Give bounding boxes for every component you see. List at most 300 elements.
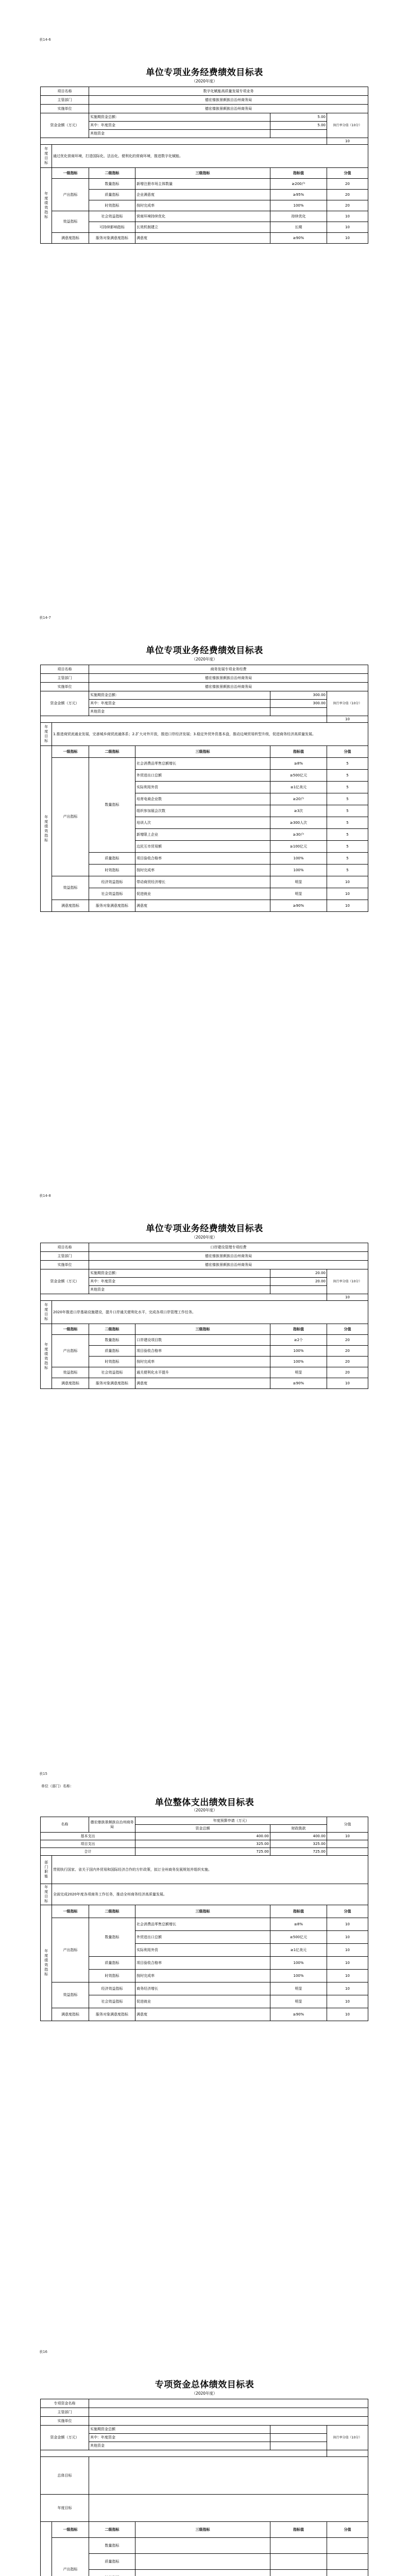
budget-header: 资金总额 xyxy=(135,1825,270,1833)
page-title: 单位专项业务经费绩效目标表 xyxy=(146,646,263,656)
goal-text xyxy=(89,2457,368,2495)
score-row xyxy=(41,716,368,723)
dept-value: 德宏傣族景颇族自治州商务局 xyxy=(89,674,368,683)
project-name-row xyxy=(41,665,368,674)
column-header: 指标值 xyxy=(270,1324,327,1335)
fund-row xyxy=(41,700,368,708)
level1-indicator: 效益指标 xyxy=(52,211,89,233)
page-year: （2020年度） xyxy=(192,2391,217,2396)
goal-label: 年度目标 xyxy=(41,1301,52,1324)
indicator-score: 10 xyxy=(327,900,368,912)
spacer-cell xyxy=(327,1848,368,1856)
fund-row xyxy=(41,2442,368,2450)
indicator-value: ≥8% xyxy=(270,1918,327,1931)
column-header: 一级指标 xyxy=(52,746,89,758)
page-3 xyxy=(0,1156,409,1734)
indicator-score: 10 xyxy=(327,1957,368,1970)
fund-other-value xyxy=(270,2442,327,2450)
impl-row xyxy=(41,1261,368,1269)
indicator-score: 20 xyxy=(327,1346,368,1357)
indicator-value: 长期 xyxy=(270,222,327,233)
fund-year-value: 20.00 xyxy=(270,1278,327,1286)
level3-indicator: 实际利用外资 xyxy=(135,782,270,793)
indicator-row xyxy=(41,1995,368,2008)
impl-label: 实施单位 xyxy=(41,1261,89,1269)
fund-type: 项目支出 xyxy=(41,1840,135,1848)
level3-indicator: 企业满意度 xyxy=(135,190,270,200)
fund-fiscal: 325.00 xyxy=(270,1840,327,1848)
column-header: 一级指标 xyxy=(52,168,89,179)
project-name-label: 专项资金名称 xyxy=(41,2399,89,2408)
page-title: 单位专项业务经费绩效目标表 xyxy=(146,67,263,78)
indicator-row xyxy=(41,2554,368,2570)
level2-indicator: 数量指标 xyxy=(89,2538,135,2554)
fund-label: 资金金额（万元） xyxy=(41,1269,89,1294)
level3-indicator: 培训人次 xyxy=(135,817,270,829)
level3-indicator: 通关便利化水平提升 xyxy=(135,1367,270,1378)
impl-label: 实施单位 xyxy=(41,683,89,691)
goal-row xyxy=(41,145,368,168)
project-name-label: 项目名称 xyxy=(41,87,89,96)
indicator-row xyxy=(41,2538,368,2554)
indicator-value xyxy=(270,2538,327,2554)
level3-indicator: 按时完成率 xyxy=(135,200,270,211)
score-value: 10 xyxy=(327,716,368,723)
level2-indicator: 社会效益指标 xyxy=(89,1367,135,1378)
fund-row xyxy=(41,122,368,130)
fund-row xyxy=(41,1278,368,1286)
indicator-score xyxy=(327,2570,368,2576)
fund-other-value xyxy=(270,130,327,138)
fund-year-value: 300.00 xyxy=(270,700,327,708)
indicator-value: ≥500亿元 xyxy=(270,1931,327,1944)
indicator-row xyxy=(41,900,368,912)
indicator-value: 100% xyxy=(270,1970,327,1982)
impl-row xyxy=(41,2417,368,2426)
level2-indicator: 质量指标 xyxy=(89,1957,135,1970)
page-4 xyxy=(0,1734,409,2312)
header-row xyxy=(41,2522,368,2538)
fund-fiscal: 725.00 xyxy=(270,1848,327,1856)
level3-indicator: 满意度 xyxy=(135,1378,270,1389)
indicator-score: 5 xyxy=(327,782,368,793)
indicator-value: ≥90% xyxy=(270,2008,327,2021)
score-value: 10 xyxy=(327,138,368,145)
level1-indicator: 满意度指标 xyxy=(52,900,89,912)
level3-indicator: 培育电商企业数 xyxy=(135,793,270,805)
project-name-label: 项目名称 xyxy=(41,1243,89,1252)
indicator-value: 100% xyxy=(270,200,327,211)
level2-indicator: 质量指标 xyxy=(89,853,135,865)
level3-indicator: 项目验收合格率 xyxy=(135,1346,270,1357)
impl-value xyxy=(89,2417,368,2426)
level2-indicator: 数量指标 xyxy=(89,179,135,190)
indicator-score: 20 xyxy=(327,200,368,211)
indicator-value: ≥100亿元 xyxy=(270,841,327,853)
indicator-row xyxy=(41,233,368,244)
dept-row xyxy=(41,1252,368,1261)
fund-total-label: 实施期资金总额 xyxy=(89,2426,270,2434)
level2-indicator: 数量指标 xyxy=(89,1918,135,1957)
indicator-score: 5 xyxy=(327,805,368,817)
score-label: 执行率分值（10分） xyxy=(327,691,368,716)
goal-row xyxy=(41,1301,368,1324)
level3-indicator: 促进就业 xyxy=(135,1995,270,2008)
dept-value xyxy=(89,2408,368,2417)
indicator-value: ≥2个 xyxy=(270,1335,327,1346)
fund-row xyxy=(41,1848,368,1856)
level3-indicator: 新增注册市场主体数量 xyxy=(135,179,270,190)
page-number: 表15 xyxy=(39,1772,47,1776)
duty-row xyxy=(41,1856,368,1884)
level3-indicator: 组织参加展会次数 xyxy=(135,805,270,817)
indicator-value: ≥8% xyxy=(270,758,327,770)
indicator-row xyxy=(41,1346,368,1357)
fund-row xyxy=(41,113,368,122)
indicator-row xyxy=(41,1335,368,1346)
impl-row xyxy=(41,683,368,691)
goal-text: 2020年推进口岸基础设施建设，提升口岸通关便利化水平，完成各项口岸管理工作任务。 xyxy=(52,1301,368,1324)
indicator-score: 10 xyxy=(327,1970,368,1982)
indicator-value: ≥500亿元 xyxy=(270,770,327,782)
level2-indicator: 社会效益指标 xyxy=(89,211,135,222)
indicator-score: 5 xyxy=(327,829,368,841)
page-title: 单位专项业务经费绩效目标表 xyxy=(146,1224,263,1234)
level1-indicator: 效益指标 xyxy=(52,876,89,900)
score-row xyxy=(41,138,368,145)
indicator-score: 10 xyxy=(327,233,368,244)
header-row xyxy=(41,168,368,179)
header-row xyxy=(41,746,368,758)
spacer-cell xyxy=(41,138,327,145)
indicator-row xyxy=(41,179,368,190)
project-name-row xyxy=(41,87,368,96)
fund-other-label: 其他资金 xyxy=(89,708,270,716)
level3-indicator: 营商环境持续优化 xyxy=(135,211,270,222)
level3-indicator: 外贸进出口总额 xyxy=(135,770,270,782)
score-label: 执行率分值（10分） xyxy=(327,2426,368,2450)
fund-type: 基本支出 xyxy=(41,1833,135,1840)
level3-indicator: 口岸建设项目数 xyxy=(135,1335,270,1346)
fund-total-label: 实施期资金总额： xyxy=(89,691,270,700)
level3-indicator: 按时完成率 xyxy=(135,865,270,876)
indicator-row xyxy=(41,190,368,200)
page-number: 表16 xyxy=(39,2350,47,2354)
level2-indicator xyxy=(89,2570,135,2576)
level2-indicator: 时效指标 xyxy=(89,1970,135,1982)
indicator-row xyxy=(41,211,368,222)
page-2 xyxy=(0,578,409,1156)
indicator-value: ≥90% xyxy=(270,900,327,912)
column-header: 二级指标 xyxy=(89,1905,135,1918)
page-5 xyxy=(0,2312,409,2576)
header-row xyxy=(41,1324,368,1335)
level3-indicator: 长效机制建立 xyxy=(135,222,270,233)
indicator-row xyxy=(41,1918,368,1931)
fund-row xyxy=(41,1286,368,1294)
goal-text: 全面完成2020年度各项商务工作任务，推动全州商务经济高质量发展。 xyxy=(52,1884,368,1905)
indicator-value: 明显 xyxy=(270,1367,327,1378)
indicator-value: 明显 xyxy=(270,888,327,900)
page-year: （2020年度） xyxy=(192,79,217,83)
level3-indicator: 带动商贸经济增长 xyxy=(135,876,270,888)
score-value xyxy=(327,2450,368,2457)
performance-table xyxy=(40,1243,368,1389)
indicator-value: ≥30户 xyxy=(270,829,327,841)
level2-indicator: 服务对象满意度指标 xyxy=(89,2008,135,2021)
score-row xyxy=(41,2450,368,2457)
column-header: 三级指标 xyxy=(135,746,270,758)
fund-year-label: 其中：年度资金 xyxy=(89,700,270,708)
level2-indicator: 可持续影响指标 xyxy=(89,222,135,233)
dept-label: 主管部门 xyxy=(41,1252,89,1261)
column-header: 三级指标 xyxy=(135,1905,270,1918)
indicator-row xyxy=(41,1367,368,1378)
fund-total-label: 实施期资金总额： xyxy=(89,1269,270,1278)
goal-label: 年度目标 xyxy=(41,145,52,168)
page-year: （2020年度） xyxy=(192,657,217,662)
indicator-value: ≥1亿美元 xyxy=(270,1944,327,1957)
spacer-cell xyxy=(41,2450,327,2457)
fund-total-value: 20.00 xyxy=(270,1269,327,1278)
year-goal-label: 年度目标 xyxy=(41,2495,89,2522)
goal-row xyxy=(41,723,368,746)
fund-year-value xyxy=(270,2434,327,2442)
level3-indicator: 促进就业 xyxy=(135,888,270,900)
indicator-row xyxy=(41,876,368,888)
column-header: 二级指标 xyxy=(89,746,135,758)
fund-type: 合计 xyxy=(41,1848,135,1856)
level2-indicator: 质量指标 xyxy=(89,1346,135,1357)
indicator-row xyxy=(41,1357,368,1367)
level2-indicator: 质量指标 xyxy=(89,2554,135,2570)
side-label: 年度绩效指标 xyxy=(41,1324,52,1389)
dept-row xyxy=(41,674,368,683)
level3-indicator: 社会消费品零售总额增长 xyxy=(135,1918,270,1931)
dept-label: 主管部门 xyxy=(41,2408,89,2417)
fund-label: 资金金额（万元） xyxy=(41,113,89,138)
fund-total-value: 5.00 xyxy=(270,113,327,122)
level1-indicator: 产出指标 xyxy=(52,2538,89,2576)
unit-note: 单位（部门）名称： xyxy=(41,1784,74,1788)
level3-indicator: 满意度 xyxy=(135,900,270,912)
column-header: 三级指标 xyxy=(135,1324,270,1335)
indicator-value: ≥3次 xyxy=(270,805,327,817)
column-header: 指标值 xyxy=(270,1905,327,1918)
indicator-value: 100% xyxy=(270,1357,327,1367)
indicator-row xyxy=(41,222,368,233)
level3-indicator: 满意度 xyxy=(135,233,270,244)
column-header: 指标值 xyxy=(270,168,327,179)
page-number: 表14-6 xyxy=(39,38,51,42)
dept-value: 德宏傣族景颇族自治州商务局 xyxy=(89,96,368,105)
level3-indicator: 按时完成率 xyxy=(135,1357,270,1367)
level3-indicator: 新增限上企业 xyxy=(135,829,270,841)
indicator-row xyxy=(41,758,368,770)
indicator-row xyxy=(41,2570,368,2576)
fund-total-label: 实施期资金总额： xyxy=(89,113,270,122)
fund-label: 资金金额（万元） xyxy=(41,2426,89,2450)
indicator-value xyxy=(270,2570,327,2576)
fund-other-value xyxy=(270,708,327,716)
level1-indicator: 产出指标 xyxy=(52,179,89,211)
name-label: 名称 xyxy=(41,1817,89,1833)
fund-total: 725.00 xyxy=(135,1848,270,1856)
dept-row xyxy=(41,96,368,105)
impl-value: 德宏傣族景颇族自治州商务局 xyxy=(89,683,368,691)
side-label xyxy=(41,2522,52,2576)
performance-table xyxy=(40,87,368,244)
side-label: 年度绩效指标 xyxy=(41,168,52,244)
level1-indicator: 产出指标 xyxy=(52,1918,89,1982)
level2-indicator: 数量指标 xyxy=(89,1335,135,1346)
fund-total: 400.00 xyxy=(135,1833,270,1840)
level2-indicator: 服务对象满意度指标 xyxy=(89,233,135,244)
column-header: 一级指标 xyxy=(52,1905,89,1918)
indicator-score: 20 xyxy=(327,190,368,200)
indicator-value: ≥300人次 xyxy=(270,817,327,829)
level1-indicator: 满意度指标 xyxy=(52,233,89,244)
column-header: 一级指标 xyxy=(52,2522,89,2538)
impl-label: 实施单位 xyxy=(41,2417,89,2426)
level3-indicator: 社会消费品零售总额增长 xyxy=(135,758,270,770)
dept-value: 德宏傣族景颇族自治州商务局 xyxy=(89,1252,368,1261)
score-label: 执行率分值（10分） xyxy=(327,113,368,138)
project-name-label: 项目名称 xyxy=(41,665,89,674)
fund-row xyxy=(41,708,368,716)
duty-text: 贯彻执行国家、省关于国内外贸易和国际经济合作的方针政策，拟订全州商务发展规划并组织实施。 xyxy=(52,1856,368,1884)
indicator-score: 10 xyxy=(327,1982,368,1995)
level3-indicator: 项目验收合格率 xyxy=(135,853,270,865)
indicator-row xyxy=(41,1957,368,1970)
indicator-score: 10 xyxy=(327,1918,368,1931)
level2-indicator: 经济效益指标 xyxy=(89,876,135,888)
score-row xyxy=(41,1294,368,1301)
indicator-score: 5 xyxy=(327,841,368,853)
page-year: （2020年度） xyxy=(192,1235,217,1240)
level2-indicator: 社会效益指标 xyxy=(89,1995,135,2008)
column-header: 一级指标 xyxy=(52,1324,89,1335)
level3-indicator: 按时完成率 xyxy=(135,1970,270,1982)
page-title: 单位整体支出绩效目标表 xyxy=(155,1798,254,1808)
goal-text: 通过优化营商环境，打造国际化、法治化、便利化的营商环境，推进数字化赋能。 xyxy=(52,145,368,168)
indicator-value: ≥200户 xyxy=(270,179,327,190)
indicator-score: 10 xyxy=(327,888,368,900)
fund-fiscal: 400.00 xyxy=(270,1833,327,1840)
score-label: 执行率分值（10分） xyxy=(327,1269,368,1294)
level2-indicator: 时效指标 xyxy=(89,865,135,876)
indicator-score: 5 xyxy=(327,770,368,782)
indicator-score: 10 xyxy=(327,876,368,888)
indicator-value: 100% xyxy=(270,853,327,865)
level2-indicator: 时效指标 xyxy=(89,1357,135,1367)
indicator-score: 10 xyxy=(327,211,368,222)
page-title: 专项资金总体绩效目标表 xyxy=(155,2380,254,2390)
level3-indicator xyxy=(135,2538,270,2554)
page-number: 表14-7 xyxy=(39,616,51,620)
indicator-value: 明显 xyxy=(270,1982,327,1995)
indicator-row xyxy=(41,1378,368,1389)
indicator-value: ≥20户 xyxy=(270,793,327,805)
indicator-score: 10 xyxy=(327,1944,368,1957)
column-header: 分值 xyxy=(327,1905,368,1918)
level3-indicator: 满意度 xyxy=(135,2008,270,2021)
name-value: 德宏傣族景颇族自治州商务局 xyxy=(89,1817,135,1833)
fund-year-value: 5.00 xyxy=(270,122,327,130)
fund-total: 325.00 xyxy=(135,1840,270,1848)
indicator-score: 20 xyxy=(327,1335,368,1346)
indicator-row xyxy=(41,1982,368,1995)
performance-table xyxy=(40,665,368,912)
fund-other-label: 其他资金 xyxy=(89,1286,270,1294)
indicator-row xyxy=(41,200,368,211)
indicator-score: 10 xyxy=(327,222,368,233)
dept-label: 主管部门 xyxy=(41,674,89,683)
project-name-value xyxy=(89,2399,368,2408)
indicator-score: 5 xyxy=(327,758,368,770)
year-goal-text xyxy=(89,2495,368,2522)
score-value: 10 xyxy=(327,1833,368,1840)
level2-indicator: 数量指标 xyxy=(89,758,135,853)
column-header: 分值 xyxy=(327,2522,368,2538)
fund-total-value xyxy=(270,2426,327,2434)
indicator-score: 5 xyxy=(327,853,368,865)
column-header: 指标值 xyxy=(270,2522,327,2538)
level1-indicator: 效益指标 xyxy=(52,1367,89,1378)
goal-row xyxy=(41,2457,368,2495)
level2-indicator: 服务对象满意度指标 xyxy=(89,1378,135,1389)
fund-label: 资金金额（万元） xyxy=(41,691,89,716)
goal-label: 总体目标 xyxy=(41,2457,89,2495)
project-name-value: 口岸建设管理专项经费 xyxy=(89,1243,368,1252)
level3-indicator xyxy=(135,2570,270,2576)
side-label: 年度绩效指标 xyxy=(41,1905,52,2021)
fund-other-label: 其他资金 xyxy=(89,2442,270,2450)
indicator-row xyxy=(41,865,368,876)
level1-indicator: 效益指标 xyxy=(52,1982,89,2008)
fund-row xyxy=(41,1269,368,1278)
fund-row xyxy=(41,1840,368,1848)
goal-label: 年度目标 xyxy=(41,1884,52,1905)
indicator-score: 10 xyxy=(327,1378,368,1389)
fund-row xyxy=(41,1833,368,1840)
indicator-value: 明显 xyxy=(270,1995,327,2008)
indicator-value: 明显 xyxy=(270,876,327,888)
fund-row xyxy=(41,130,368,138)
goal-label: 年度目标 xyxy=(41,723,52,746)
performance-table xyxy=(40,1817,368,2021)
indicator-value: 100% xyxy=(270,1346,327,1357)
indicator-score: 5 xyxy=(327,817,368,829)
goal-text: 1.推进商贸流通业发展，完善城乡商贸流通体系；2.扩大对外开放，推进口岸经济发展；3.稳定外贸外资基本盘，推动边境贸易转型升级，促进商务经济高质量发展。 xyxy=(52,723,368,746)
indicator-value xyxy=(270,2554,327,2570)
page-number: 表14-8 xyxy=(39,1194,51,1198)
level2-indicator: 社会效益指标 xyxy=(89,888,135,900)
spacer-cell xyxy=(41,716,327,723)
level2-indicator: 质量指标 xyxy=(89,190,135,200)
column-header: 二级指标 xyxy=(89,168,135,179)
indicator-value: ≥90% xyxy=(270,233,327,244)
indicator-value: ≥95% xyxy=(270,190,327,200)
project-name-value: 数字化赋能高质量发展专项业务 xyxy=(89,87,368,96)
indicator-score: 10 xyxy=(327,1995,368,2008)
indicator-value: ≥1亿美元 xyxy=(270,782,327,793)
fund-total-value: 300.00 xyxy=(270,691,327,700)
column-header: 二级指标 xyxy=(89,1324,135,1335)
column-header: 分值 xyxy=(327,1324,368,1335)
indicator-value: 100% xyxy=(270,1957,327,1970)
indicator-row xyxy=(41,1970,368,1982)
